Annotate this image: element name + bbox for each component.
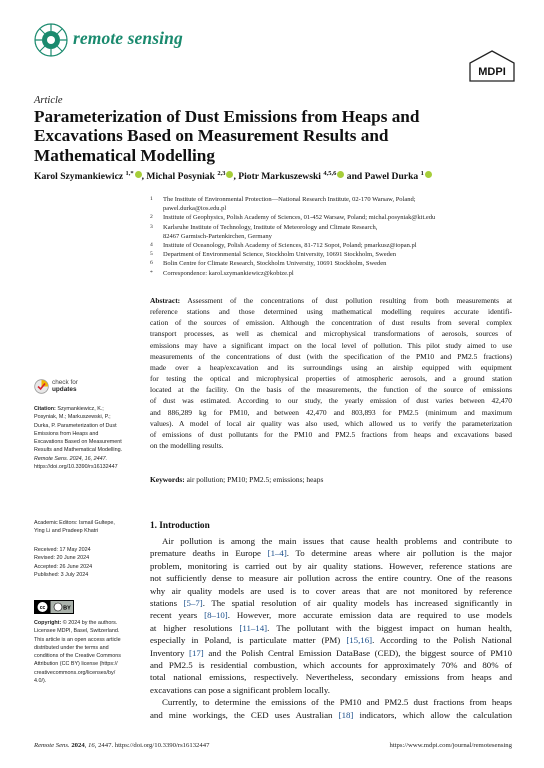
author-affil: 1,* <box>125 170 134 177</box>
body-line: and PM2.5 is residential combustion, which accounts for approximately 70% and 80% of <box>150 660 512 671</box>
page-footer <box>34 742 512 749</box>
mdpi-logo-icon <box>467 49 517 84</box>
copyright-line: Licensee MDPI, Basel, Switzerland. <box>34 628 120 635</box>
check-updates-icon <box>34 378 49 395</box>
citation-line: Excavations Based on Measurement <box>34 439 122 446</box>
orcid-icon[interactable] <box>226 171 233 178</box>
affil-text: Bolin Centre for Climate Research, Stockholm University, 10691 Stockholm, Sweden <box>163 260 387 268</box>
body-line: why air quality models are used is to cover areas that are not monitored by reference <box>150 585 512 596</box>
citation-line: Durka, P. Parameterization of Dust <box>34 422 117 429</box>
citation-line: Szymankiewicz, K.; <box>57 406 104 412</box>
author-list: Karol Szymankiewicz $^{1,*}$ , Michal Posyniak $^{2,3}$ , Piotr Markuszewski $^{4,5,6}$ and Pawel Durka $^1$ <box>34 170 432 182</box>
keywords-label: Keywords: <box>150 475 185 484</box>
abstract-line: on the modelling results. <box>150 441 224 451</box>
affil-text: Karlsruhe Institute of Technology, Institute of Meteorology and Climate Research, <box>163 223 378 231</box>
date-published: Published: 3 July 2024 <box>34 571 89 578</box>
body-line: stations [5–7]. The spatial resolution of air quality models has increased significantly in <box>150 598 512 609</box>
author-name: Pawel Durka <box>364 171 419 183</box>
abstract <box>150 295 512 451</box>
affil-num: 3 <box>150 223 153 230</box>
title-line: Mathematical Modelling <box>34 145 215 165</box>
citation-ref[interactable]: [5–7] <box>183 598 203 609</box>
copyright-label: Copyright: <box>34 620 62 626</box>
introduction-text <box>150 535 512 721</box>
abstract-line: located at the facility. On the basis of the measurements, the function of the source of emissions <box>150 385 512 395</box>
date-received: Received: 17 May 2024 <box>34 547 91 553</box>
citation-ref[interactable]: [18] <box>338 709 354 720</box>
citation-line: Results and Mathematical Modelling. <box>34 447 123 454</box>
abstract-line: for testing the optical and microphysical properties of atmospheric aerosols, and a ground station <box>150 374 512 384</box>
body-line: at higher resolutions [11–14]. The pollutant with the biggest impact on human health, <box>150 622 513 633</box>
section-heading: 1. Introduction <box>150 521 210 531</box>
mdpi-logo-text: MDPI <box>478 66 506 78</box>
author-affil: 1 <box>420 170 424 177</box>
abstract-line: transport processes, as well as chemical and microphysical transformations of aerosols, sources of <box>150 329 512 339</box>
abstract-line: cation of the sources of emission. Although the concentration of dust results from several complex <box>150 318 512 328</box>
journal-name: remote sensing <box>73 28 183 48</box>
copyright-line: creativecommons.org/licenses/by/ <box>34 669 116 676</box>
body-line: not sufficiently dense to measure air pollution across the entire country. One of the reasons <box>150 573 512 584</box>
abstract-line: emissions may have a significant impact on the local level of pollution. This pilot study aimed to use <box>150 340 512 350</box>
orcid-icon[interactable] <box>425 171 432 178</box>
citation-block <box>34 405 139 471</box>
citation-line: Posyniak, M.; Markuszewski, P.; <box>34 414 111 421</box>
title-line: Excavations Based on Measurement Results and <box>34 126 389 146</box>
affil-num: 4 <box>150 242 153 249</box>
abstract-line: of emissions of dust pollutants for the PM10 and PM2.5 fractions from heaps and excavations based <box>150 429 512 439</box>
check-for-updates-button[interactable] <box>34 376 104 398</box>
footer-doi-link[interactable]: https://doi.org/10.3390/rs16132447 <box>114 742 210 749</box>
affil-num: * <box>150 269 153 276</box>
date-revised: Revised: 20 June 2024 <box>34 555 90 562</box>
affil-num: 1 <box>150 196 153 202</box>
abstract-label: Abstract: <box>150 296 181 305</box>
affil-text: Correspondence: karol.szymankiewicz@kobize.pl <box>163 269 294 277</box>
affiliations <box>150 195 510 278</box>
abstract-line: of dust was estimated. According to our study, the yearly emission of dust varies between 42,470 <box>150 396 512 406</box>
footer-year: 2024 <box>71 742 85 749</box>
abstract-line: measurements of the concentrations of dust (with the specification of the PM10 and PM2.5 fractions) <box>150 351 512 361</box>
affil-num: 6 <box>150 260 153 267</box>
body-line: Air pollution is among the main issues that cause health problems and contribute to <box>162 536 512 546</box>
authors-and: and <box>346 171 363 183</box>
body-line: premature deaths in Europe [1–4]. To determine areas where air pollution is the major <box>150 548 512 559</box>
cc-by-license-icon[interactable] <box>34 600 74 614</box>
editors-line: Academic Editors: Ismail Gultepe, <box>34 520 115 526</box>
copyright-line: © 2024 by the authors. <box>62 620 118 626</box>
footer-volume: 16 <box>88 742 95 749</box>
copyright-line: distributed under the terms and <box>34 644 109 651</box>
copyright-line: Attribution (CC BY) license (https:// <box>34 661 118 668</box>
footer-article-no: , 2447. <box>94 742 114 749</box>
copyright-line: This article is an open access article <box>34 636 121 643</box>
citation-line: Remote Sens. 2024, 16, 2447. <box>34 455 108 462</box>
copyright-line: conditions of the Creative Commons <box>34 653 121 660</box>
article-title <box>34 107 504 165</box>
author-name: Karol Szymankiewicz <box>34 171 124 183</box>
remote-sensing-logo-icon <box>34 23 68 57</box>
editors-block <box>34 519 139 536</box>
affil-text: Institute of Oceanology, Polish Academy of Sciences, 81-712 Sopot, Poland; pmarkusz@iopan.pl <box>163 242 417 250</box>
affil-text: Institute of Geophysics, Polish Academy of Sciences, 01-452 Warsaw, Poland; michal.posyniak@kit.edu <box>163 214 436 222</box>
affil-text: 82467 Garmisch-Partenkirchen, Germany <box>163 232 272 240</box>
body-line: especially in Poland, is particulate matter (PM) [15,16]. According to the Polish National <box>150 635 512 646</box>
citation-doi-link[interactable]: https://doi.org/10.3390/rs16132447 <box>34 464 118 471</box>
affil-text: pawel.durka@ios.edu.pl <box>163 205 227 213</box>
orcid-icon[interactable] <box>135 171 142 178</box>
abstract-line: Assessment of the concentrations of dust pollution resulting from both measurements at <box>187 296 513 305</box>
copyright-block <box>34 619 139 685</box>
affil-text: The Institute of Environmental Protection—National Research Institute, 02-170 Warsaw, Poland; <box>163 196 416 203</box>
body-line: Inventory [17] and the Polish Central Emission DataBase (CED), the biggest source of PM10 <box>150 647 512 658</box>
check-updates-line2: updates <box>52 386 77 394</box>
citation-ref[interactable]: [1–4] <box>267 548 287 559</box>
author-name: Michal Posyniak <box>146 171 215 183</box>
citation-label: Citation: <box>34 406 56 412</box>
citation-ref[interactable]: [11–14] <box>239 622 268 633</box>
body-line: Currently, to determine the emissions of the PM10 and PM2.5 dust fractions from heaps <box>162 697 512 708</box>
citation-line: Emissions from Heaps and <box>34 430 99 437</box>
date-accepted: Accepted: 26 June 2024 <box>34 563 93 570</box>
abstract-line: reference stations and those determined using mathematical modelling requires accurate identifi- <box>150 307 512 317</box>
affil-num: 2 <box>150 214 153 221</box>
body-line: total national emissions, respectively. Nevertheless, secondary emissions from heaps and <box>150 672 512 683</box>
footer-citation: Remote Sens. 2024, 16, 2447. https://doi.org/10.3390/rs16132447 <box>34 742 210 749</box>
abstract-line: made over a heap/excavation and its surroundings using an airship equipped with equipment <box>150 362 512 372</box>
author-name: Piotr Markuszewski <box>238 171 321 183</box>
orcid-icon[interactable] <box>337 171 344 178</box>
affil-text: Department of Environmental Science, Stockholm University, 10691 Stockholm, Sweden <box>163 251 396 259</box>
svg-text:BY: BY <box>63 605 71 612</box>
author-affil: 2,3 <box>217 170 226 177</box>
citation-ref[interactable]: [17] <box>189 647 204 658</box>
check-updates-line1: check for <box>52 379 78 386</box>
body-line: and mine workings, the CED uses Australian [18] indicators, which allow the calculation <box>150 709 512 720</box>
citation-ref[interactable]: [15,16] <box>346 635 373 646</box>
dates-block <box>34 546 139 579</box>
author-affil: 4,5,6 <box>323 170 337 177</box>
svg-text:cc: cc <box>39 605 46 611</box>
footer-journal-url[interactable]: https://www.mdpi.com/journal/remotesensing <box>389 742 512 749</box>
article-type: Article <box>34 95 63 106</box>
abstract-line: values). A model of local air quality was also used, which allowed us to verify the parameterization <box>150 418 512 428</box>
editors-line: Ying Li and Pradeep Khatri <box>34 528 99 535</box>
title-line: Parameterization of Dust Emissions from Heaps and <box>34 107 420 126</box>
body-line: problem, monitoring is carried out by air quality stations. However, reference stations are <box>150 560 512 571</box>
body-line: excavations can pose a significant problem locally. <box>150 684 330 695</box>
keywords-text: air pollution; PM10; PM2.5; emissions; heaps <box>186 475 324 484</box>
citation-ref[interactable]: [8–10] <box>204 610 228 621</box>
abstract-line: and 886,289 kg for PM10, and between 42,470 and 803,893 for PM2.5 (minimum and maximum <box>150 407 512 417</box>
copyright-line: 4.0/). <box>34 678 47 685</box>
body-line: recent years [8–10]. However, more accurate emission data are required to use models <box>150 610 512 621</box>
footer-journal: Remote Sens. <box>34 742 70 749</box>
affil-num: 5 <box>150 251 153 258</box>
keywords <box>150 475 323 484</box>
